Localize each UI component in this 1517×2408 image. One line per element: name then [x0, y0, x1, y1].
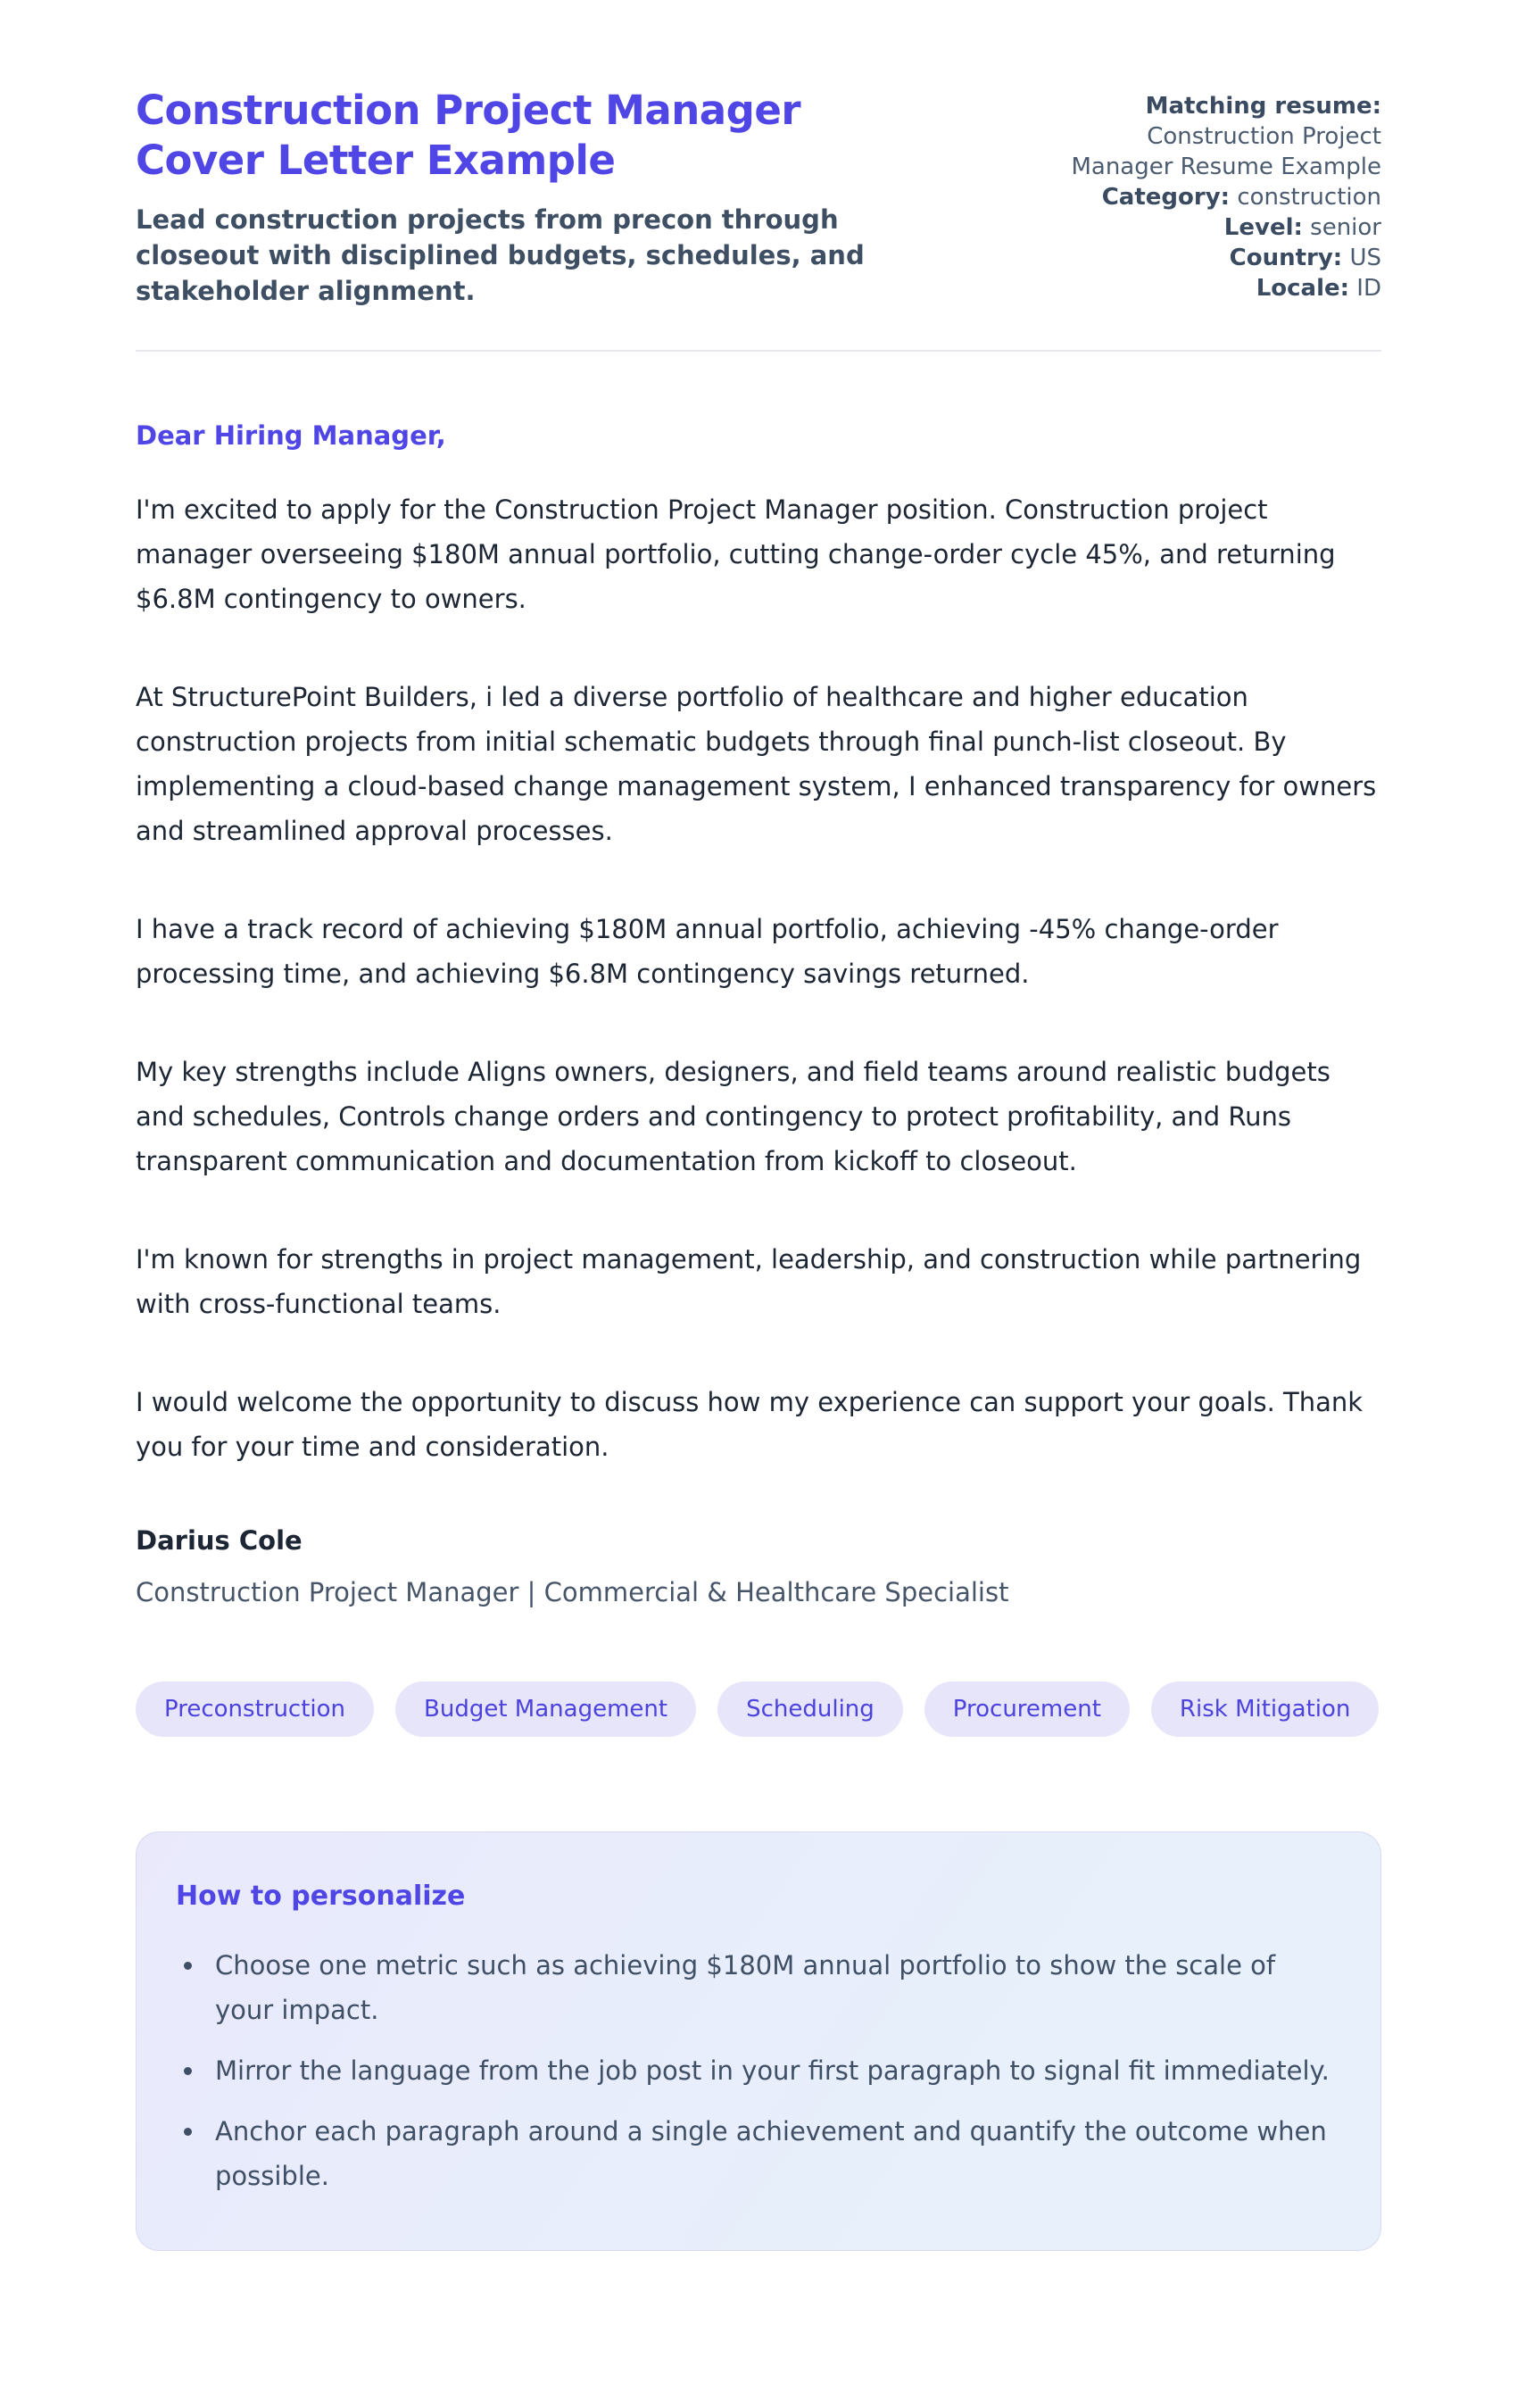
meta-matching-resume: [1051, 91, 1381, 182]
meta-category: [1051, 182, 1381, 212]
tip-item-metric: • Choose one metric such as achieving $180M annual portfolio to show the scale of your impact.: [206, 1943, 1330, 2032]
meta-locale: [1051, 273, 1381, 303]
paragraph-track-record: I have a track record of achieving $180M annual portfolio, achieving -45% change-order processing time, and achieving $6.8M contingency savings returned.: [136, 914, 1279, 989]
signature-name: Darius Cole: [136, 1525, 303, 1556]
page-header: [136, 86, 1381, 309]
meta-label-matching-resume: Matching resume:: [1145, 93, 1381, 120]
paragraph-closing: I would welcome the opportunity to discuss how my experience can support your goals. Thank you for your time and consideration.: [136, 1387, 1364, 1462]
meta-level: [1051, 212, 1381, 243]
meta-value-matching-resume: Construction Project Manager Resume Example: [1071, 123, 1381, 180]
page-title: Construction Project Manager Cover Letter Example: [136, 87, 801, 184]
personalize-box: [136, 1831, 1381, 2251]
tip-item-anchor-paragraph: • Anchor each paragraph around a single achievement and quantify the outcome when possible.: [206, 2109, 1330, 2198]
meta-value-locale: ID: [1356, 275, 1381, 302]
letter-body: [136, 418, 1381, 2251]
meta-value-level: senior: [1310, 214, 1381, 241]
signature-role: Construction Project Manager | Commercial & Healthcare Specialist: [136, 1577, 1009, 1607]
meta-label-level: Level:: [1223, 214, 1303, 241]
meta-value-category: construction: [1237, 184, 1381, 211]
greeting: Dear Hiring Manager,: [136, 420, 446, 451]
skill-tag-budget-management: Budget Management: [395, 1681, 696, 1737]
meta-country: [1051, 243, 1381, 273]
skill-tags: [136, 1681, 1381, 1737]
meta-value-country: US: [1349, 245, 1381, 271]
paragraph-intro: I'm excited to apply for the Construction Project Manager position. Construction project manager overseeing $180M annual portfolio, cutting change-order cycle 45%, and returning $6.8M contingency to owners.: [136, 494, 1336, 614]
personalize-tips-list: [176, 1943, 1330, 2198]
skill-tag-procurement: Procurement: [924, 1681, 1130, 1737]
meta-block: [1051, 86, 1381, 303]
skill-tag-risk-mitigation: Risk Mitigation: [1151, 1681, 1379, 1737]
skill-tag-preconstruction: Preconstruction: [136, 1681, 374, 1737]
skill-tag-scheduling: Scheduling: [717, 1681, 903, 1737]
title-block: [136, 86, 998, 309]
page-subtitle: Lead construction projects from precon through closeout with disciplined budgets, schedules, and stakeholder alignment.: [136, 204, 865, 306]
meta-label-category: Category:: [1101, 184, 1231, 211]
personalize-heading: How to personalize: [176, 1881, 466, 1912]
tip-item-mirror-language: • Mirror the language from the job post in your first paragraph to signal fit immediately.: [206, 2048, 1330, 2093]
paragraph-known-for: I'm known for strengths in project management, leadership, and construction while partnering with cross-functional teams.: [136, 1244, 1362, 1319]
meta-label-locale: Locale:: [1256, 275, 1350, 302]
paragraph-strengths: My key strengths include Aligns owners, designers, and field teams around realistic budgets and schedules, Controls change orders and contingency to protect profitability, and Runs transparent communication and documentation from kickoff to closeout.: [136, 1057, 1330, 1176]
divider: [136, 350, 1381, 352]
paragraph-experience: At StructurePoint Builders, i led a diverse portfolio of healthcare and higher education construction projects from initial schematic budgets through final punch-list closeout. By implementing a cloud-based change management system, I enhanced transparency for owners and streamlined approval processes.: [136, 682, 1377, 846]
meta-label-country: Country:: [1229, 245, 1343, 271]
